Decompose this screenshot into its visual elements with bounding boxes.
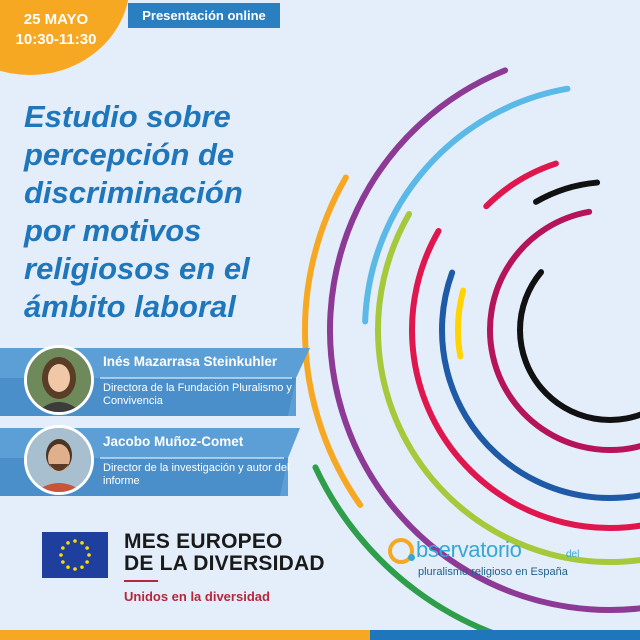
eu-star-icon	[73, 567, 77, 571]
fingerprint-arc	[365, 89, 567, 322]
eu-star-icon	[73, 539, 77, 543]
divider	[124, 580, 158, 582]
title-line: por motivos	[24, 213, 202, 248]
logo-dot	[408, 554, 415, 561]
diversity-month-title	[124, 531, 325, 575]
eu-star-icon	[85, 546, 89, 550]
title-line: discriminación	[24, 175, 243, 210]
bottom-strip-orange	[0, 630, 370, 640]
fingerprint-arc	[520, 272, 640, 420]
fingerprint-arc	[458, 291, 463, 357]
eu-star-icon	[87, 553, 91, 557]
event-time: 10:30-11:30	[15, 31, 97, 48]
diversity-month-tagline: Unidos en la diversidad	[124, 589, 270, 604]
eu-star-icon	[80, 565, 84, 569]
bottom-strip-blue	[370, 630, 640, 640]
eu-star-icon	[66, 541, 70, 545]
page-title	[24, 98, 324, 326]
fingerprint-arc	[490, 212, 640, 450]
title-line: percepción de	[24, 137, 235, 172]
eu-star-icon	[61, 546, 65, 550]
eu-star-icon	[61, 560, 65, 564]
format-tag: Presentación online	[128, 3, 280, 28]
diversity-month-line: DE LA DIVERSIDAD	[124, 552, 325, 575]
eu-star-icon	[66, 565, 70, 569]
speaker-role: Directora de la Fundación Pluralismo y Convivencia	[103, 382, 292, 407]
avatar	[24, 425, 94, 495]
diversity-month-line: MES EUROPEO	[124, 530, 283, 553]
observatorio-subtitle: pluralismo religioso en España	[418, 566, 568, 578]
eu-star-icon	[85, 560, 89, 564]
eu-star-icon	[59, 553, 63, 557]
speaker-name: Jacobo Muñoz-Comet	[103, 434, 244, 449]
speaker-role: Director de la investigación y autor del informe	[103, 462, 290, 487]
title-line: religiosos en el	[24, 251, 250, 286]
avatar	[24, 345, 94, 415]
eu-star-icon	[80, 541, 84, 545]
speaker-name: Inés Mazarrasa Steinkuhler	[103, 354, 278, 369]
title-line: ámbito laboral	[24, 289, 236, 324]
fingerprint-arc	[536, 183, 597, 202]
observatorio-del: del	[566, 549, 580, 560]
event-date: 25 MAYO	[23, 11, 89, 28]
title-line: Estudio sobre	[24, 99, 231, 134]
fingerprint-arc	[412, 231, 640, 528]
eu-flag-icon	[42, 532, 108, 578]
event-datetime	[6, 10, 106, 50]
observatorio-wordmark: bservatorio	[416, 537, 522, 562]
